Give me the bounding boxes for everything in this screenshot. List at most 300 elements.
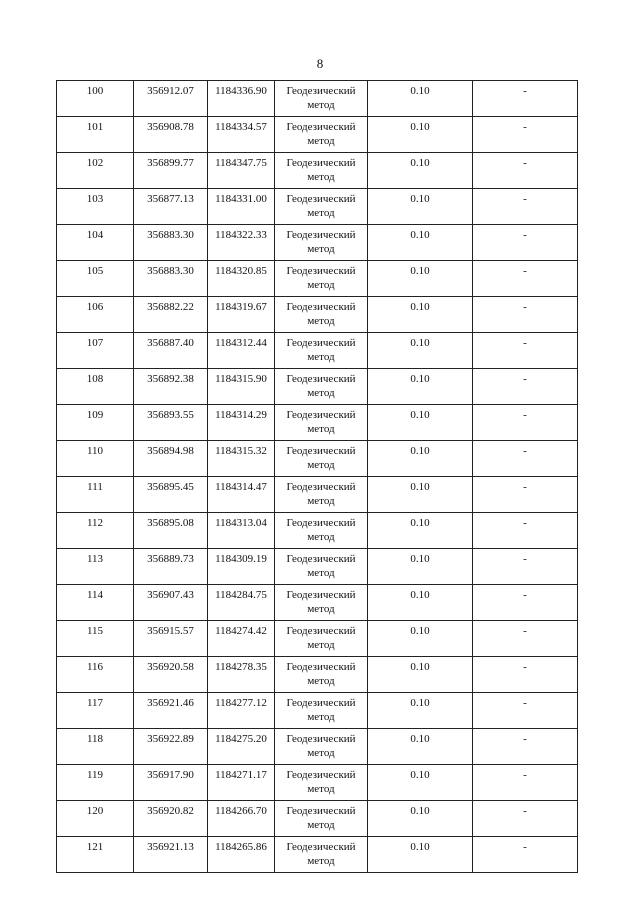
point-number-cell xyxy=(57,405,134,441)
method-cell xyxy=(275,477,368,513)
method-text xyxy=(275,837,367,868)
method-text xyxy=(275,261,367,292)
y-coordinate-text: 1184278.35 xyxy=(215,661,267,673)
y-coordinate-cell xyxy=(208,225,275,261)
table-row xyxy=(57,189,578,225)
x-coordinate-cell xyxy=(134,117,208,153)
x-coordinate-text: 356894.98 xyxy=(147,445,194,457)
point-number-text: 102 xyxy=(86,157,104,169)
method-cell xyxy=(275,405,368,441)
point-number-cell xyxy=(57,153,134,189)
method-text xyxy=(275,405,367,436)
accuracy-cell xyxy=(368,333,473,369)
method-line-2: метод xyxy=(307,783,335,795)
method-cell xyxy=(275,765,368,801)
point-number-cell xyxy=(57,585,134,621)
note-text: - xyxy=(523,265,527,277)
y-coordinate-cell xyxy=(208,405,275,441)
point-number-text: 100 xyxy=(86,85,104,97)
accuracy-text: 0.10 xyxy=(410,193,430,205)
table-row xyxy=(57,153,578,189)
point-number-cell xyxy=(57,189,134,225)
method-line-2: метод xyxy=(307,819,335,831)
x-coordinate-text: 356917.90 xyxy=(147,769,194,781)
method-text xyxy=(275,441,367,472)
note-cell xyxy=(473,153,578,189)
x-coordinate-text: 356883.30 xyxy=(147,229,194,241)
accuracy-text: 0.10 xyxy=(410,229,430,241)
point-number-text: 107 xyxy=(86,337,104,349)
method-cell xyxy=(275,441,368,477)
x-coordinate-cell xyxy=(134,513,208,549)
point-number-cell xyxy=(57,297,134,333)
table-row xyxy=(57,621,578,657)
x-coordinate-text: 356921.46 xyxy=(147,697,194,709)
point-number-cell xyxy=(57,225,134,261)
method-text xyxy=(275,513,367,544)
method-cell xyxy=(275,333,368,369)
table-row xyxy=(57,513,578,549)
method-line-1: Геодезический xyxy=(286,121,356,133)
note-cell xyxy=(473,621,578,657)
method-text xyxy=(275,585,367,616)
y-coordinate-cell xyxy=(208,801,275,837)
y-coordinate-text: 1184336.90 xyxy=(215,85,267,97)
note-text: - xyxy=(523,337,527,349)
method-line-2: метод xyxy=(307,279,335,291)
method-cell xyxy=(275,189,368,225)
point-number-text: 104 xyxy=(86,229,104,241)
y-coordinate-cell xyxy=(208,765,275,801)
accuracy-cell xyxy=(368,729,473,765)
x-coordinate-text: 356908.78 xyxy=(147,121,194,133)
point-number-text: 111 xyxy=(87,481,103,493)
accuracy-cell xyxy=(368,585,473,621)
accuracy-text: 0.10 xyxy=(410,661,430,673)
accuracy-text: 0.10 xyxy=(410,337,430,349)
y-coordinate-text: 1184275.20 xyxy=(215,733,267,745)
point-number-cell xyxy=(57,441,134,477)
accuracy-text: 0.10 xyxy=(410,625,430,637)
accuracy-text: 0.10 xyxy=(410,301,430,313)
note-text: - xyxy=(523,697,527,709)
point-number-text: 108 xyxy=(86,373,104,385)
accuracy-text: 0.10 xyxy=(410,697,430,709)
y-coordinate-text: 1184315.32 xyxy=(215,445,267,457)
note-text: - xyxy=(523,157,527,169)
method-cell xyxy=(275,261,368,297)
y-coordinate-cell xyxy=(208,837,275,873)
point-number-cell xyxy=(57,117,134,153)
method-text xyxy=(275,765,367,796)
y-coordinate-text: 1184284.75 xyxy=(215,589,267,601)
method-line-2: метод xyxy=(307,747,335,759)
table-body xyxy=(57,81,578,873)
point-number-text: 110 xyxy=(86,445,104,457)
note-text: - xyxy=(523,769,527,781)
y-coordinate-cell xyxy=(208,297,275,333)
note-text: - xyxy=(523,373,527,385)
method-text xyxy=(275,693,367,724)
point-number-cell xyxy=(57,621,134,657)
x-coordinate-text: 356887.40 xyxy=(147,337,194,349)
y-coordinate-text: 1184347.75 xyxy=(215,157,267,169)
x-coordinate-cell xyxy=(134,477,208,513)
note-cell xyxy=(473,837,578,873)
table-row xyxy=(57,585,578,621)
note-text: - xyxy=(523,409,527,421)
x-coordinate-cell xyxy=(134,549,208,585)
table-row xyxy=(57,477,578,513)
method-line-1: Геодезический xyxy=(286,805,356,817)
point-number-text: 113 xyxy=(86,553,104,565)
method-line-2: метод xyxy=(307,99,335,111)
x-coordinate-cell xyxy=(134,693,208,729)
x-coordinate-cell xyxy=(134,297,208,333)
x-coordinate-text: 356920.82 xyxy=(147,805,194,817)
method-cell xyxy=(275,621,368,657)
accuracy-text: 0.10 xyxy=(410,553,430,565)
method-cell xyxy=(275,513,368,549)
accuracy-text: 0.10 xyxy=(410,517,430,529)
x-coordinate-text: 356922.89 xyxy=(147,733,194,745)
accuracy-cell xyxy=(368,657,473,693)
x-coordinate-text: 356920.58 xyxy=(147,661,194,673)
y-coordinate-text: 1184271.17 xyxy=(215,769,267,781)
accuracy-text: 0.10 xyxy=(410,445,430,457)
x-coordinate-cell xyxy=(134,837,208,873)
x-coordinate-cell xyxy=(134,189,208,225)
y-coordinate-text: 1184320.85 xyxy=(215,265,267,277)
note-cell xyxy=(473,441,578,477)
note-text: - xyxy=(523,229,527,241)
method-cell xyxy=(275,801,368,837)
note-cell xyxy=(473,729,578,765)
method-line-1: Геодезический xyxy=(286,157,356,169)
x-coordinate-text: 356907.43 xyxy=(147,589,194,601)
note-cell xyxy=(473,333,578,369)
x-coordinate-text: 356899.77 xyxy=(147,157,194,169)
x-coordinate-cell xyxy=(134,405,208,441)
accuracy-text: 0.10 xyxy=(410,733,430,745)
method-line-2: метод xyxy=(307,315,335,327)
y-coordinate-text: 1184331.00 xyxy=(215,193,267,205)
x-coordinate-text: 356882.22 xyxy=(147,301,194,313)
method-line-2: метод xyxy=(307,531,335,543)
table-row xyxy=(57,225,578,261)
table-row xyxy=(57,81,578,117)
x-coordinate-text: 356889.73 xyxy=(147,553,194,565)
method-text xyxy=(275,621,367,652)
method-line-1: Геодезический xyxy=(286,625,356,637)
method-line-1: Геодезический xyxy=(286,661,356,673)
method-text xyxy=(275,297,367,328)
method-line-2: метод xyxy=(307,567,335,579)
point-number-text: 121 xyxy=(86,841,104,853)
point-number-cell xyxy=(57,477,134,513)
method-line-1: Геодезический xyxy=(286,445,356,457)
x-coordinate-cell xyxy=(134,333,208,369)
point-number-text: 112 xyxy=(86,517,104,529)
y-coordinate-text: 1184274.42 xyxy=(215,625,267,637)
method-line-1: Геодезический xyxy=(286,589,356,601)
point-number-text: 114 xyxy=(86,589,104,601)
table-row xyxy=(57,261,578,297)
method-line-1: Геодезический xyxy=(286,229,356,241)
point-number-cell xyxy=(57,81,134,117)
table-row xyxy=(57,117,578,153)
method-line-2: метод xyxy=(307,855,335,867)
accuracy-cell xyxy=(368,405,473,441)
accuracy-cell xyxy=(368,297,473,333)
note-text: - xyxy=(523,733,527,745)
accuracy-text: 0.10 xyxy=(410,841,430,853)
method-cell xyxy=(275,585,368,621)
table-row xyxy=(57,729,578,765)
y-coordinate-cell xyxy=(208,117,275,153)
note-cell xyxy=(473,117,578,153)
point-number-text: 119 xyxy=(86,769,104,781)
method-line-2: метод xyxy=(307,639,335,651)
table-row xyxy=(57,297,578,333)
x-coordinate-cell xyxy=(134,81,208,117)
point-number-cell xyxy=(57,693,134,729)
note-cell xyxy=(473,477,578,513)
method-line-1: Геодезический xyxy=(286,769,356,781)
method-line-2: метод xyxy=(307,243,335,255)
note-text: - xyxy=(523,301,527,313)
point-number-text: 101 xyxy=(86,121,104,133)
method-text xyxy=(275,189,367,220)
x-coordinate-text: 356921.13 xyxy=(147,841,194,853)
method-cell xyxy=(275,837,368,873)
point-number-cell xyxy=(57,837,134,873)
note-text: - xyxy=(523,517,527,529)
note-text: - xyxy=(523,85,527,97)
method-line-2: метод xyxy=(307,351,335,363)
accuracy-text: 0.10 xyxy=(410,769,430,781)
note-text: - xyxy=(523,445,527,457)
x-coordinate-text: 356895.08 xyxy=(147,517,194,529)
point-number-text: 109 xyxy=(86,409,104,421)
table-row xyxy=(57,369,578,405)
note-text: - xyxy=(523,193,527,205)
point-number-text: 115 xyxy=(86,625,104,637)
method-line-2: метод xyxy=(307,423,335,435)
note-cell xyxy=(473,225,578,261)
method-line-2: метод xyxy=(307,495,335,507)
note-cell xyxy=(473,693,578,729)
y-coordinate-cell xyxy=(208,477,275,513)
method-text xyxy=(275,81,367,112)
y-coordinate-cell xyxy=(208,585,275,621)
accuracy-cell xyxy=(368,801,473,837)
table-row xyxy=(57,549,578,585)
table-row xyxy=(57,693,578,729)
y-coordinate-cell xyxy=(208,729,275,765)
method-cell xyxy=(275,369,368,405)
method-line-1: Геодезический xyxy=(286,409,356,421)
accuracy-cell xyxy=(368,369,473,405)
y-coordinate-text: 1184312.44 xyxy=(215,337,267,349)
y-coordinate-cell xyxy=(208,513,275,549)
note-cell xyxy=(473,369,578,405)
accuracy-text: 0.10 xyxy=(410,409,430,421)
y-coordinate-text: 1184313.04 xyxy=(215,517,267,529)
accuracy-cell xyxy=(368,513,473,549)
method-text xyxy=(275,477,367,508)
table-row xyxy=(57,801,578,837)
y-coordinate-text: 1184334.57 xyxy=(215,121,267,133)
method-line-2: метод xyxy=(307,711,335,723)
point-number-cell xyxy=(57,729,134,765)
note-cell xyxy=(473,657,578,693)
method-line-1: Геодезический xyxy=(286,553,356,565)
note-cell xyxy=(473,801,578,837)
method-line-1: Геодезический xyxy=(286,193,356,205)
point-number-cell xyxy=(57,333,134,369)
accuracy-cell xyxy=(368,693,473,729)
page-number: 8 xyxy=(316,56,324,71)
point-number-text: 105 xyxy=(86,265,104,277)
y-coordinate-cell xyxy=(208,81,275,117)
accuracy-text: 0.10 xyxy=(410,265,430,277)
y-coordinate-text: 1184319.67 xyxy=(215,301,267,313)
accuracy-cell xyxy=(368,837,473,873)
point-number-cell xyxy=(57,801,134,837)
point-number-text: 106 xyxy=(86,301,104,313)
point-number-cell xyxy=(57,765,134,801)
method-line-1: Геодезический xyxy=(286,373,356,385)
method-text xyxy=(275,657,367,688)
accuracy-text: 0.10 xyxy=(410,121,430,133)
y-coordinate-text: 1184265.86 xyxy=(215,841,267,853)
point-number-text: 103 xyxy=(86,193,104,205)
note-cell xyxy=(473,261,578,297)
y-coordinate-cell xyxy=(208,441,275,477)
accuracy-cell xyxy=(368,261,473,297)
x-coordinate-text: 356895.45 xyxy=(147,481,194,493)
x-coordinate-text: 356912.07 xyxy=(147,85,194,97)
y-coordinate-text: 1184309.19 xyxy=(215,553,267,565)
accuracy-cell xyxy=(368,117,473,153)
point-number-text: 117 xyxy=(86,697,104,709)
note-text: - xyxy=(523,805,527,817)
method-line-1: Геодезический xyxy=(286,517,356,529)
method-text xyxy=(275,117,367,148)
note-text: - xyxy=(523,589,527,601)
method-line-1: Геодезический xyxy=(286,301,356,313)
point-number-cell xyxy=(57,657,134,693)
accuracy-cell xyxy=(368,189,473,225)
accuracy-cell xyxy=(368,765,473,801)
note-text: - xyxy=(523,625,527,637)
y-coordinate-text: 1184315.90 xyxy=(215,373,267,385)
method-text xyxy=(275,225,367,256)
note-text: - xyxy=(523,841,527,853)
accuracy-text: 0.10 xyxy=(410,805,430,817)
accuracy-cell xyxy=(368,549,473,585)
table-row xyxy=(57,441,578,477)
coordinates-table xyxy=(56,80,578,873)
note-cell xyxy=(473,81,578,117)
method-line-1: Геодезический xyxy=(286,697,356,709)
method-line-1: Геодезический xyxy=(286,337,356,349)
y-coordinate-text: 1184266.70 xyxy=(215,805,267,817)
x-coordinate-cell xyxy=(134,369,208,405)
method-line-2: метод xyxy=(307,135,335,147)
method-line-1: Геодезический xyxy=(286,733,356,745)
note-cell xyxy=(473,513,578,549)
method-text xyxy=(275,153,367,184)
method-cell xyxy=(275,225,368,261)
point-number-cell xyxy=(57,549,134,585)
x-coordinate-cell xyxy=(134,261,208,297)
note-text: - xyxy=(523,481,527,493)
accuracy-text: 0.10 xyxy=(410,373,430,385)
accuracy-text: 0.10 xyxy=(410,157,430,169)
accuracy-cell xyxy=(368,81,473,117)
x-coordinate-cell xyxy=(134,657,208,693)
method-cell xyxy=(275,117,368,153)
x-coordinate-cell xyxy=(134,621,208,657)
method-line-1: Геодезический xyxy=(286,481,356,493)
x-coordinate-cell xyxy=(134,765,208,801)
note-cell xyxy=(473,297,578,333)
y-coordinate-cell xyxy=(208,189,275,225)
note-cell xyxy=(473,549,578,585)
x-coordinate-cell xyxy=(134,441,208,477)
y-coordinate-text: 1184277.12 xyxy=(215,697,267,709)
method-cell xyxy=(275,81,368,117)
x-coordinate-text: 356877.13 xyxy=(147,193,194,205)
y-coordinate-text: 1184314.29 xyxy=(215,409,267,421)
y-coordinate-cell xyxy=(208,693,275,729)
y-coordinate-cell xyxy=(208,261,275,297)
accuracy-text: 0.10 xyxy=(410,481,430,493)
method-cell xyxy=(275,729,368,765)
note-text: - xyxy=(523,121,527,133)
method-cell xyxy=(275,657,368,693)
y-coordinate-cell xyxy=(208,369,275,405)
table-row xyxy=(57,657,578,693)
x-coordinate-cell xyxy=(134,801,208,837)
y-coordinate-text: 1184314.47 xyxy=(215,481,267,493)
table-row xyxy=(57,405,578,441)
point-number-text: 118 xyxy=(86,733,104,745)
method-text xyxy=(275,369,367,400)
accuracy-cell xyxy=(368,441,473,477)
method-line-1: Геодезический xyxy=(286,265,356,277)
accuracy-cell xyxy=(368,153,473,189)
point-number-cell xyxy=(57,513,134,549)
point-number-text: 120 xyxy=(86,805,104,817)
method-text xyxy=(275,549,367,580)
y-coordinate-cell xyxy=(208,657,275,693)
y-coordinate-cell xyxy=(208,549,275,585)
method-cell xyxy=(275,693,368,729)
method-line-2: метод xyxy=(307,603,335,615)
note-cell xyxy=(473,405,578,441)
note-text: - xyxy=(523,661,527,673)
accuracy-cell xyxy=(368,621,473,657)
method-text xyxy=(275,801,367,832)
method-line-2: метод xyxy=(307,387,335,399)
note-cell xyxy=(473,585,578,621)
method-cell xyxy=(275,153,368,189)
method-line-1: Геодезический xyxy=(286,85,356,97)
x-coordinate-text: 356893.55 xyxy=(147,409,194,421)
